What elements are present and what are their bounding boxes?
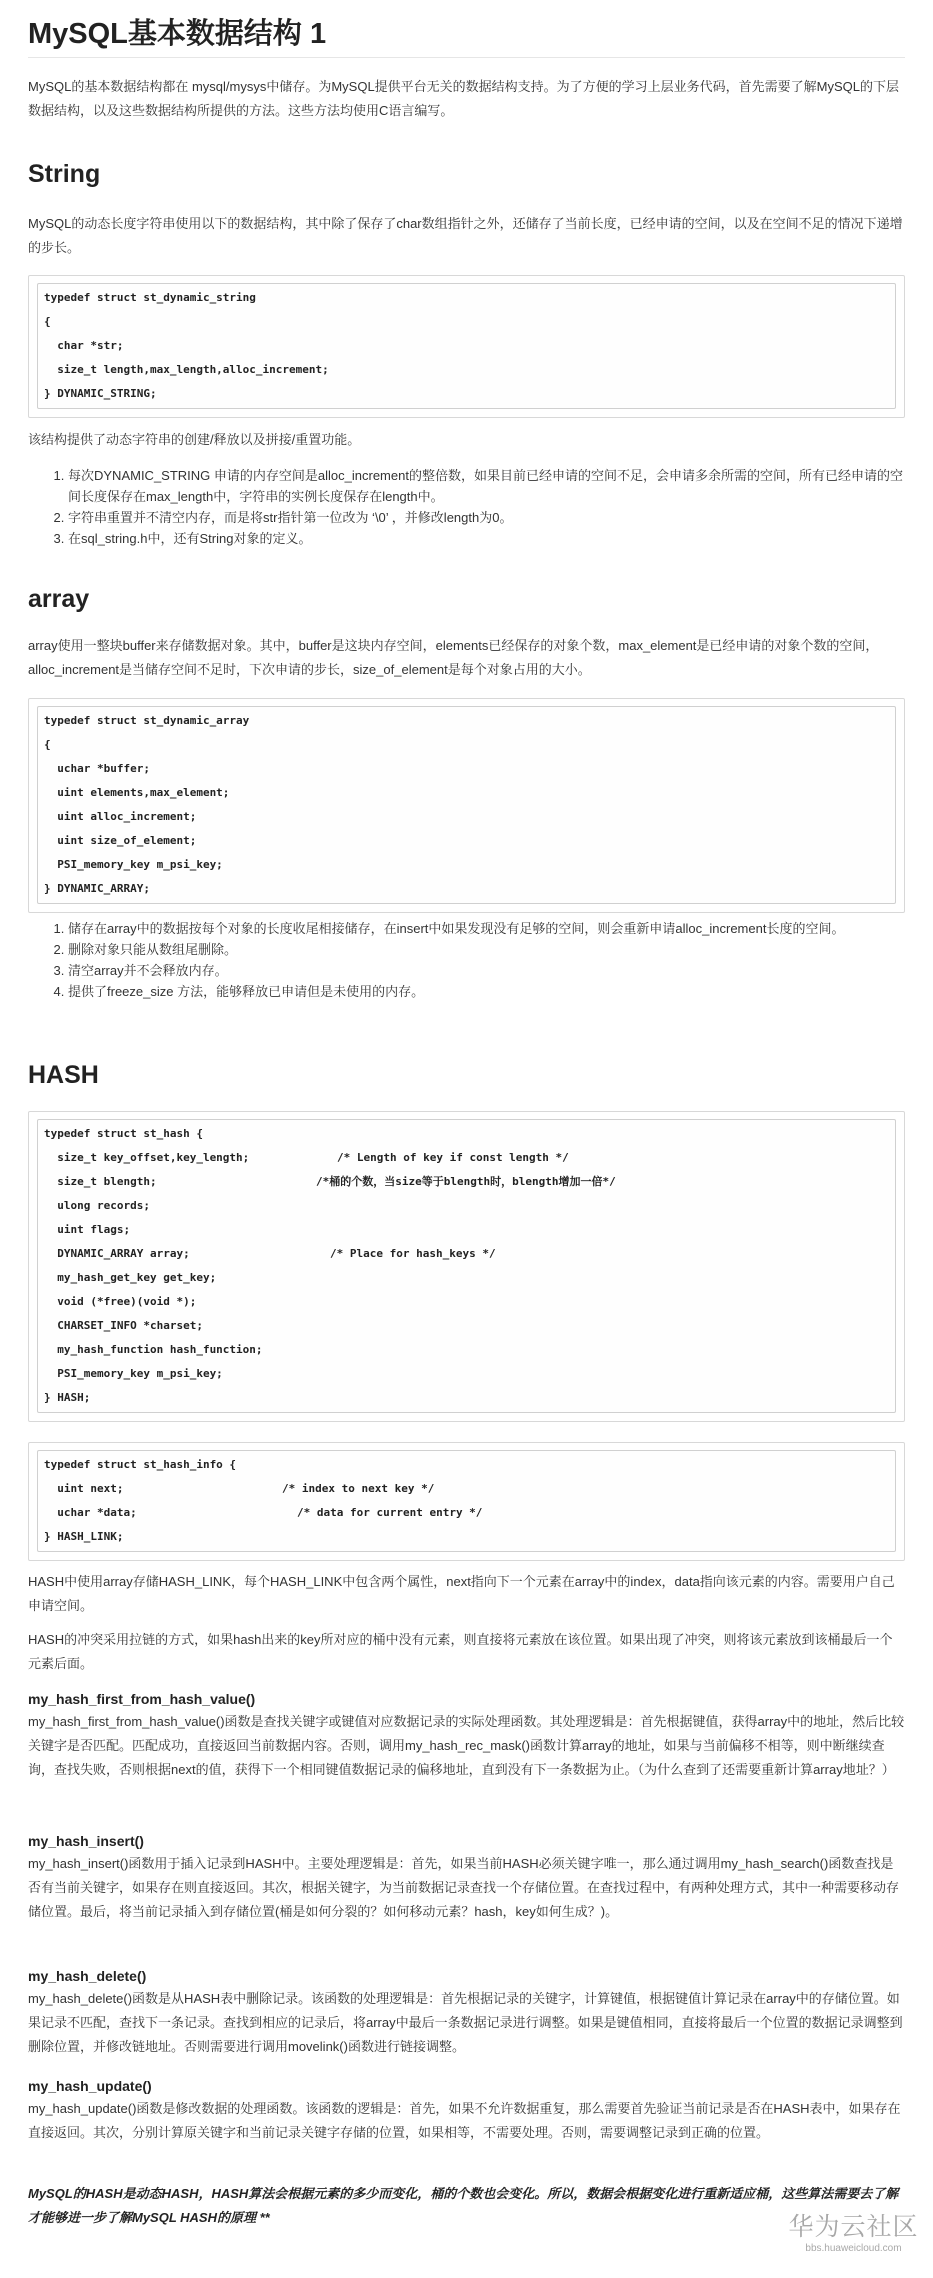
code-line bbox=[44, 1386, 887, 1410]
code-comment: /* Place for hash_keys */ bbox=[330, 1247, 496, 1260]
string-code-block bbox=[28, 275, 905, 418]
code-line bbox=[44, 1170, 887, 1194]
code-line bbox=[44, 1266, 887, 1290]
list-item: 4. 提供了freeze_size 方法，能够释放已申请但是未使用的内存。 bbox=[68, 981, 905, 1002]
page-title: MySQL基本数据结构 1 bbox=[28, 0, 905, 58]
watermark-url: bbs.huaweicloud.com bbox=[805, 2243, 902, 2254]
code-line bbox=[44, 1290, 887, 1314]
code-text: size_t key_offset,key_length; bbox=[44, 1151, 250, 1164]
code-frame bbox=[28, 1111, 905, 1422]
code-content[interactable] bbox=[37, 706, 896, 904]
code-line: uchar *buffer; bbox=[44, 762, 150, 775]
code-text: uint flags; bbox=[44, 1223, 131, 1236]
watermark-logo-text: 华为云社区 bbox=[788, 2213, 919, 2241]
conclusion-paragraph: MySQL的HASH是动态HASH，HASH算法会根据元素的多少而变化，桶的个数也会变化。所以，数据会根据变化进行重新适应桶，这些算法需要去了解才能够进一步了解MySQL HASH的原理 ** bbox=[28, 2186, 899, 2225]
function-description: my_hash_insert()函数用于插入记录到HASH中。主要处理逻辑是：首先，如果当前HASH必须关键字唯一，那么通过调用my_hash_search()函数查找是否有当前关键字，如果存在则直接返回。其次，根据关键字，为当前数据记录查找一个存储位置。在查找过程中，有两种处理方式，其中一种需要移动存储位置。最后，将当前记录插入到存储位置(桶是如何分裂的？如何移动元素？hash，key如何生成？)。 bbox=[28, 1856, 900, 1919]
code-line bbox=[44, 1362, 887, 1386]
code-text: } HASH; bbox=[44, 1391, 91, 1404]
code-comment: /* index to next key */ bbox=[282, 1482, 435, 1495]
code-line bbox=[44, 1501, 887, 1525]
code-text: ulong records; bbox=[44, 1199, 150, 1212]
array-description: array使用一整块buffer来存储数据对象。其中，buffer是这块内存空间，elements已经保存的对象个数，max_element是已经申请的对象个数的空间，alloc_increment是当储存空间不足时，下次申请的步长，size_of_element是每个对象占用的大小。 bbox=[28, 638, 879, 677]
function-title: my_hash_delete() bbox=[28, 1968, 147, 1984]
function-title: my_hash_insert() bbox=[28, 1833, 144, 1849]
hash-link-description: HASH中使用array存储HASH_LINK，每个HASH_LINK中包含两个属性，next指向下一个元素在array中的index，data指向该元素的内容。需要用户自己申请空间。 bbox=[28, 1574, 895, 1613]
function-my-hash-first bbox=[28, 1688, 905, 1782]
function-title: my_hash_first_from_hash_value() bbox=[28, 1691, 256, 1707]
array-description-wrap bbox=[28, 634, 905, 682]
list-item: 1. 每次DYNAMIC_STRING 申请的内存空间是alloc_increment的整倍数，如果目前已经申请的空间不足，会申请多余所需的空间，所有已经申请的空间长度保存在max_length中，字符串的实例长度保存在length中。 bbox=[68, 465, 905, 507]
code-text: size_t blength; bbox=[44, 1175, 157, 1188]
function-description: my_hash_delete()函数是从HASH表中删除记录。该函数的处理逻辑是：首先根据记录的关键字，计算键值，根据键值计算记录在array中的存储位置。如果记录不匹配，查找下一条记录。查找到相应的记录后，将array中最后一条数据记录进行调整。如果是键值相同，直接将最后一个位置的数据记录调整到删除位置，并修改链地址。否则需要进行调用movelink()函数进行链接调整。 bbox=[28, 1991, 903, 2054]
code-line bbox=[44, 1525, 887, 1549]
string-summary: 该结构提供了动态字符串的创建/释放以及拼接/重置功能。 bbox=[28, 432, 361, 447]
code-text: void (*free)(void *); bbox=[44, 1295, 197, 1308]
code-text: DYNAMIC_ARRAY array; bbox=[44, 1247, 190, 1260]
code-line: { bbox=[44, 738, 51, 751]
array-features bbox=[28, 918, 905, 1002]
watermark bbox=[786, 2212, 921, 2256]
intro-section bbox=[28, 75, 905, 123]
list-item: 2. 删除对象只能从数组尾删除。 bbox=[68, 939, 905, 960]
code-line: uint elements,max_element; bbox=[44, 786, 230, 799]
hash-para2-wrap bbox=[28, 1628, 905, 1676]
code-line bbox=[44, 1242, 887, 1266]
code-line: PSI_memory_key m_psi_key; bbox=[44, 858, 223, 871]
function-description: my_hash_update()函数是修改数据的处理函数。该函数的逻辑是：首先，如果不允许数据重复，那么需要首先验证当前记录是否在HASH表中，如果存在直接返回。其次，分别计算原关键字和当前记录关键字存储的位置，如果相等，不需要处理。否则，需要调整记录到正确的位置。 bbox=[28, 2101, 901, 2140]
list-item: 3. 清空array并不会释放内存。 bbox=[68, 960, 905, 981]
hash-para1-wrap bbox=[28, 1570, 905, 1618]
code-comment: /*桶的个数，当size等于blength时，blength增加一倍*/ bbox=[316, 1175, 616, 1188]
code-text: } HASH_LINK; bbox=[44, 1530, 124, 1543]
string-features bbox=[28, 465, 905, 549]
code-line bbox=[44, 1146, 887, 1170]
list-item: 1. 储存在array中的数据按每个对象的长度收尾相接储存，在insert中如果发现没有足够的空间，则会重新申请alloc_increment长度的空间。 bbox=[68, 918, 905, 939]
code-text: my_hash_get_key get_key; bbox=[44, 1271, 217, 1284]
intro-paragraph: MySQL的基本数据结构都在 mysql/mysys中储存。为MySQL提供平台无关的数据结构支持。为了方便的学习上层业务代码，首先需要了解MySQL的下层数据结构，以及这些数据结构所提供的方法。这些方法均使用C语言编写。 bbox=[28, 79, 900, 118]
hash-section bbox=[28, 1058, 905, 1092]
code-line: uint size_of_element; bbox=[44, 834, 197, 847]
code-content[interactable] bbox=[37, 283, 896, 409]
array-section bbox=[28, 582, 905, 616]
code-frame bbox=[28, 275, 905, 418]
code-line bbox=[44, 1338, 887, 1362]
code-line bbox=[44, 1122, 887, 1146]
code-text: CHARSET_INFO *charset; bbox=[44, 1319, 203, 1332]
code-frame bbox=[28, 1442, 905, 1561]
code-frame bbox=[28, 698, 905, 913]
code-line: } DYNAMIC_ARRAY; bbox=[44, 882, 150, 895]
code-line bbox=[44, 1314, 887, 1338]
hash-link-code-block bbox=[28, 1442, 905, 1561]
code-content[interactable] bbox=[37, 1450, 896, 1552]
code-line bbox=[44, 1477, 887, 1501]
code-text: uchar *data; bbox=[44, 1506, 137, 1519]
code-comment: /* Length of key if const length */ bbox=[337, 1151, 569, 1164]
code-line: uint alloc_increment; bbox=[44, 810, 197, 823]
code-line: size_t length,max_length,alloc_increment; bbox=[44, 363, 329, 376]
code-text: typedef struct st_hash { bbox=[44, 1127, 203, 1140]
function-title: my_hash_update() bbox=[28, 2078, 152, 2094]
code-line bbox=[44, 1218, 887, 1242]
code-text: PSI_memory_key m_psi_key; bbox=[44, 1367, 223, 1380]
hash-collision-description: HASH的冲突采用拉链的方式，如果hash出来的key所对应的桶中没有元素，则直接将元素放在该位置。如果出现了冲突，则将该元素放到该桶最后一个元素后面。 bbox=[28, 1632, 893, 1671]
code-line: { bbox=[44, 315, 51, 328]
list-item: 3. 在sql_string.h中，还有String对象的定义。 bbox=[68, 528, 905, 549]
code-text: uint next; bbox=[44, 1482, 124, 1495]
code-line: typedef struct st_dynamic_array bbox=[44, 714, 250, 727]
string-heading: String bbox=[28, 160, 101, 188]
string-description: MySQL的动态长度字符串使用以下的数据结构，其中除了保存了char数组指针之外，还储存了当前长度，已经申请的空间，以及在空间不足的情况下递增的步长。 bbox=[28, 216, 903, 255]
string-summary-wrap bbox=[28, 428, 905, 452]
code-line: char *str; bbox=[44, 339, 124, 352]
function-my-hash-delete bbox=[28, 1965, 905, 2059]
code-text: typedef struct st_hash_info { bbox=[44, 1458, 237, 1471]
code-line: } DYNAMIC_STRING; bbox=[44, 387, 157, 400]
function-my-hash-insert bbox=[28, 1830, 905, 1924]
code-line bbox=[44, 1453, 887, 1477]
code-line bbox=[44, 1194, 887, 1218]
string-section bbox=[28, 157, 905, 191]
conclusion-wrap bbox=[28, 2182, 905, 2230]
list-item: 2. 字符串重置并不清空内存，而是将str指针第一位改为 ‘\0’ ，并修改length为0。 bbox=[68, 507, 905, 528]
code-content[interactable] bbox=[37, 1119, 896, 1413]
array-heading: array bbox=[28, 585, 90, 613]
array-feature-list bbox=[28, 918, 905, 1002]
array-code-block bbox=[28, 698, 905, 913]
code-text: my_hash_function hash_function; bbox=[44, 1343, 263, 1356]
code-comment: /* data for current entry */ bbox=[297, 1506, 483, 1519]
hash-code-block bbox=[28, 1111, 905, 1422]
function-description: my_hash_first_from_hash_value()函数是查找关键字或键值对应数据记录的实际处理函数。其处理逻辑是：首先根据键值，获得array中的地址，然后比较关键字是否匹配。匹配成功，直接返回当前数据内容。否则，调用my_hash_rec_mask()函数计算array的地址，如果与当前偏移不相等，则中断继续查询，查找失败，否则根据next的值，获得下一个相同键值数据记录的偏移地址，直到没有下一条数据为止。（为什么查到了还需要重新计算array地址？） bbox=[28, 1714, 905, 1777]
hash-heading: HASH bbox=[28, 1061, 99, 1089]
code-line: typedef struct st_dynamic_string bbox=[44, 291, 256, 304]
string-description-wrap bbox=[28, 212, 905, 260]
function-my-hash-update bbox=[28, 2075, 905, 2145]
article-header bbox=[28, 0, 905, 58]
string-feature-list bbox=[28, 465, 905, 549]
